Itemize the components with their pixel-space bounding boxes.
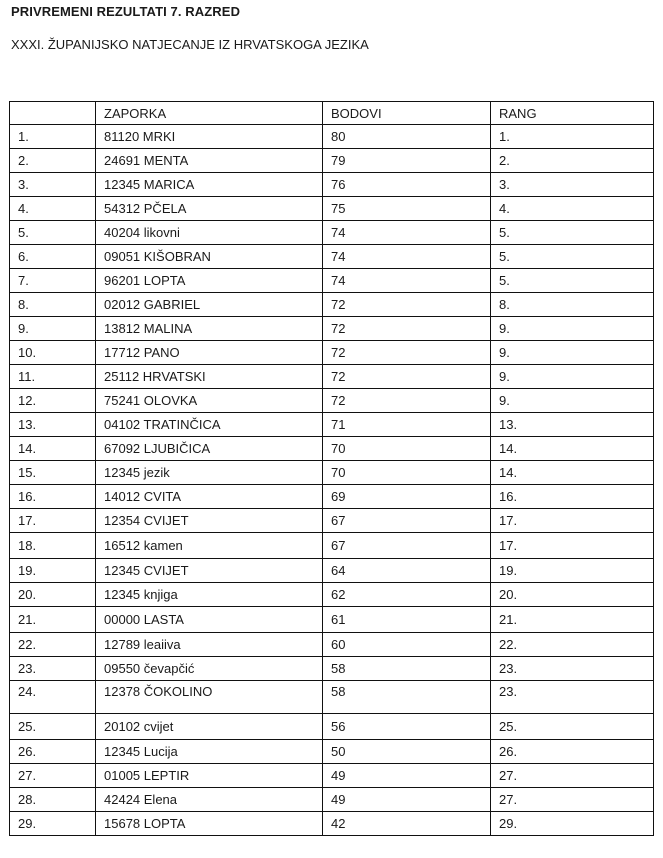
cell-code: 24691 MENTA: [96, 149, 323, 173]
cell-code: 01005 LEPTIR: [96, 764, 323, 788]
table-row: [10, 245, 654, 269]
cell-number: 16.: [10, 485, 96, 509]
cell-rank: 23.: [491, 681, 654, 714]
table-row: [10, 125, 654, 149]
cell-rank: 27.: [491, 788, 654, 812]
cell-points: 72: [323, 389, 491, 413]
cell-code: 12345 Lucija: [96, 740, 323, 764]
cell-points: 72: [323, 317, 491, 341]
cell-code: 17712 PANO: [96, 341, 323, 365]
cell-number: 9.: [10, 317, 96, 341]
cell-rank: 9.: [491, 341, 654, 365]
cell-points: 74: [323, 221, 491, 245]
table-row: [10, 173, 654, 197]
cell-code: 12345 MARICA: [96, 173, 323, 197]
document-subtitle: XXXI. ŽUPANIJSKO NATJECANJE IZ HRVATSKOGA JEZIKA: [11, 37, 369, 52]
cell-rank: 17.: [491, 509, 654, 533]
cell-points: 64: [323, 559, 491, 583]
cell-number: 19.: [10, 559, 96, 583]
header-number: [10, 102, 96, 125]
cell-number: 24.: [10, 681, 96, 714]
cell-points: 50: [323, 740, 491, 764]
cell-number: 2.: [10, 149, 96, 173]
cell-rank: 13.: [491, 413, 654, 437]
table-row: [10, 633, 654, 657]
table-row: [10, 197, 654, 221]
cell-number: 22.: [10, 633, 96, 657]
table-row: [10, 269, 654, 293]
cell-code: 16512 kamen: [96, 533, 323, 559]
cell-rank: 17.: [491, 533, 654, 559]
results-table: [9, 101, 654, 836]
cell-points: 49: [323, 764, 491, 788]
table-row: [10, 657, 654, 681]
cell-number: 6.: [10, 245, 96, 269]
table-row: [10, 341, 654, 365]
cell-points: 42: [323, 812, 491, 836]
cell-points: 76: [323, 173, 491, 197]
cell-rank: 29.: [491, 812, 654, 836]
cell-points: 72: [323, 365, 491, 389]
cell-number: 7.: [10, 269, 96, 293]
cell-rank: 25.: [491, 714, 654, 740]
cell-number: 15.: [10, 461, 96, 485]
cell-rank: 5.: [491, 221, 654, 245]
cell-points: 56: [323, 714, 491, 740]
cell-number: 28.: [10, 788, 96, 812]
cell-code: 12789 leaiiva: [96, 633, 323, 657]
cell-rank: 14.: [491, 461, 654, 485]
cell-code: 12378 ČOKOLINO: [96, 681, 323, 714]
cell-number: 8.: [10, 293, 96, 317]
cell-code: 15678 LOPTA: [96, 812, 323, 836]
cell-points: 71: [323, 413, 491, 437]
cell-points: 72: [323, 341, 491, 365]
table-row: [10, 812, 654, 836]
cell-points: 80: [323, 125, 491, 149]
cell-points: 61: [323, 607, 491, 633]
cell-number: 11.: [10, 365, 96, 389]
cell-points: 70: [323, 437, 491, 461]
cell-points: 49: [323, 788, 491, 812]
cell-points: 60: [323, 633, 491, 657]
table-row: [10, 413, 654, 437]
table-body: [10, 125, 654, 836]
table-row: [10, 149, 654, 173]
cell-code: 12345 jezik: [96, 461, 323, 485]
cell-number: 3.: [10, 173, 96, 197]
cell-points: 58: [323, 657, 491, 681]
table-row: [10, 533, 654, 559]
table-row: [10, 714, 654, 740]
cell-code: 96201 LOPTA: [96, 269, 323, 293]
header-code: ZAPORKA: [96, 102, 323, 125]
cell-rank: 9.: [491, 389, 654, 413]
table-row: [10, 293, 654, 317]
cell-code: 02012 GABRIEL: [96, 293, 323, 317]
cell-code: 25112 HRVATSKI: [96, 365, 323, 389]
cell-code: 54312 PČELA: [96, 197, 323, 221]
table-row: [10, 681, 654, 714]
cell-number: 27.: [10, 764, 96, 788]
cell-number: 26.: [10, 740, 96, 764]
cell-number: 20.: [10, 583, 96, 607]
cell-points: 72: [323, 293, 491, 317]
cell-points: 74: [323, 269, 491, 293]
header-rank: RANG: [491, 102, 654, 125]
header-points: BODOVI: [323, 102, 491, 125]
table-row: [10, 317, 654, 341]
cell-points: 67: [323, 509, 491, 533]
cell-code: 20102 cvijet: [96, 714, 323, 740]
table-row: [10, 437, 654, 461]
cell-points: 58: [323, 681, 491, 714]
cell-number: 5.: [10, 221, 96, 245]
table-header-row: [10, 102, 654, 125]
cell-rank: 4.: [491, 197, 654, 221]
cell-rank: 21.: [491, 607, 654, 633]
cell-number: 14.: [10, 437, 96, 461]
cell-code: 42424 Elena: [96, 788, 323, 812]
cell-rank: 5.: [491, 269, 654, 293]
cell-code: 81120 MRKI: [96, 125, 323, 149]
cell-code: 40204 likovni: [96, 221, 323, 245]
cell-code: 09051 KIŠOBRAN: [96, 245, 323, 269]
cell-number: 13.: [10, 413, 96, 437]
cell-number: 17.: [10, 509, 96, 533]
cell-number: 10.: [10, 341, 96, 365]
table-row: [10, 485, 654, 509]
cell-number: 12.: [10, 389, 96, 413]
cell-points: 75: [323, 197, 491, 221]
cell-rank: 22.: [491, 633, 654, 657]
table-row: [10, 389, 654, 413]
cell-points: 62: [323, 583, 491, 607]
table-row: [10, 559, 654, 583]
cell-rank: 3.: [491, 173, 654, 197]
table-row: [10, 788, 654, 812]
cell-number: 1.: [10, 125, 96, 149]
cell-number: 21.: [10, 607, 96, 633]
cell-rank: 19.: [491, 559, 654, 583]
cell-code: 04102 TRATINČICA: [96, 413, 323, 437]
cell-number: 18.: [10, 533, 96, 559]
cell-code: 12345 CVIJET: [96, 559, 323, 583]
cell-rank: 2.: [491, 149, 654, 173]
cell-code: 13812 MALINA: [96, 317, 323, 341]
table-row: [10, 740, 654, 764]
cell-number: 29.: [10, 812, 96, 836]
cell-points: 79: [323, 149, 491, 173]
cell-rank: 9.: [491, 317, 654, 341]
cell-rank: 20.: [491, 583, 654, 607]
cell-rank: 23.: [491, 657, 654, 681]
table-row: [10, 365, 654, 389]
cell-points: 67: [323, 533, 491, 559]
cell-points: 74: [323, 245, 491, 269]
cell-rank: 8.: [491, 293, 654, 317]
cell-rank: 26.: [491, 740, 654, 764]
cell-code: 00000 LASTA: [96, 607, 323, 633]
table-row: [10, 509, 654, 533]
cell-code: 75241 OLOVKA: [96, 389, 323, 413]
table-row: [10, 221, 654, 245]
cell-code: 67092 LJUBIČICA: [96, 437, 323, 461]
table-row: [10, 461, 654, 485]
cell-number: 23.: [10, 657, 96, 681]
cell-number: 4.: [10, 197, 96, 221]
cell-rank: 9.: [491, 365, 654, 389]
cell-rank: 16.: [491, 485, 654, 509]
table-row: [10, 764, 654, 788]
document-title: PRIVREMENI REZULTATI 7. RAZRED: [11, 4, 241, 19]
cell-code: 14012 CVITA: [96, 485, 323, 509]
cell-number: 25.: [10, 714, 96, 740]
cell-points: 70: [323, 461, 491, 485]
cell-rank: 1.: [491, 125, 654, 149]
cell-code: 12345 knjiga: [96, 583, 323, 607]
table-row: [10, 607, 654, 633]
cell-rank: 5.: [491, 245, 654, 269]
cell-rank: 27.: [491, 764, 654, 788]
cell-points: 69: [323, 485, 491, 509]
cell-code: 09550 čevapčić: [96, 657, 323, 681]
table-row: [10, 583, 654, 607]
cell-code: 12354 CVIJET: [96, 509, 323, 533]
cell-rank: 14.: [491, 437, 654, 461]
